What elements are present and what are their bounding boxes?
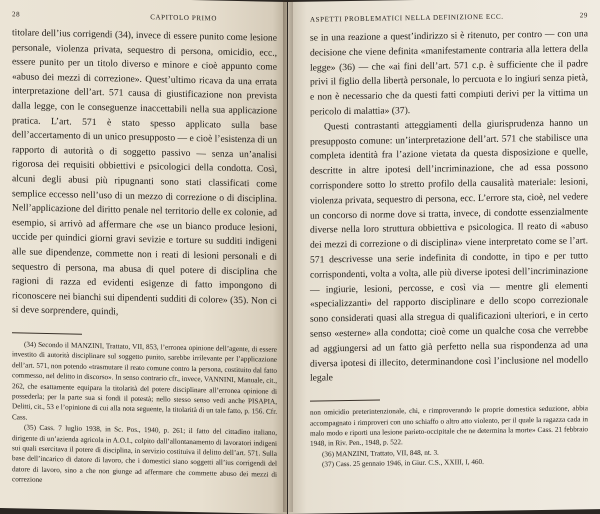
footnote-divider (310, 400, 380, 402)
left-page-number: 28 (12, 10, 21, 19)
left-footnotes (12, 339, 277, 490)
footnote-35-continued: non omicidio preterintenzionale, chi, e rimproverando le proprie domestica seduzione, abbia accompagnato i rimproveri con uno schiaffo o altro atto violento, per il quale la ragazza cada in malo modo e riporti una lesione parieto-occipitale che ne determina la morte» Cass. 21 febbraio 1948, in Riv. Pen., 1948, p. 522. (310, 404, 588, 448)
right-page-number: 29 (579, 11, 588, 20)
book-gutter (283, 0, 293, 512)
footnote-37: (37) Cass. 25 gennaio 1946, in Giur. C.S., XXIII, I, 460. (322, 458, 484, 469)
right-body-paragraph-2: Questi contrastanti atteggiamenti della giurisprudenza hanno un presupposto comune: un’interpretazione dell’art. 571 che stabilisce una completa identità fra l’azione vietata da questa disposizione e quelle, descritte in altre ipotesi dell’incriminazione, che ad essa possono corrispondere sotto lo stretto profilo della causalità materiale: lesioni, violenza privata, sequestro di persona, ecc. L’errore sta, cioè, nel vedere un concorso di norme dove si tratta, invece, di condotte essenzialmente diverse nella loro struttura obbiettiva e psicologica. Il reato di «abuso dei mezzi di correzione o di disciplina» viene interpretato come se l’art. 571 descrivesse una serie indefinita di condotte, in tipo e per tutto corrispondenti, volta a volta, alle più diverse ipotesi dell’incriminazione — ingiurie, lesioni, percosse, e così via — mentre gli elementi «specializzanti» del rapporto disciplinare e dello scopo correzionale sono considerati quasi alla stregua di qualificazioni ulteriori, e in certo senso «esterne» alla condotta; cioè come un qualche cosa che verrebbe ad aggiungersi ad un fatto già perfetto nella sua rispondenza ad una diversa ipotesi di illecito, determinandone così l’inclusione nel modello legale (310, 117, 588, 384)
right-page (288, 0, 600, 514)
left-page (0, 0, 287, 514)
left-running-head (12, 10, 277, 24)
right-running-head (310, 11, 588, 23)
right-section-title: ASPETTI PROBLEMATICI NELLA DEFINIZIONE ECC. (310, 12, 504, 24)
left-body-paragraph: titolare dell’ius corrigendi (34), invece di essere punito come lesione personale, violenza privata, sequestro di persona, omicidio, ecc., essere punito per un titolo diverso e minore e cioè appunto come «abuso dei mezzi di correzione». Quest’ultimo ricava da una errata interpretazione dell’art. 571 causa di giustificazione non prevista dalla legge, con le conseguenze inaccettabili nella sua applicazione pratica. L’art. 571 è stato spesso applicato sulla base dell’accertamento di un unico presupposto — e cioè l’esistenza di un rapporto di autorità o di soggetto passivo — senza un’analisi rigorosa dei requisiti obbiettivi e psicologici della condotta. Così, alcuni degli abusi più ripugnanti sono stati classificati come semplice eccesso nell’uso di un mezzo di correzione o di disciplina. Nell’applicazione del diritto penale nel territorio delle ex colonie, ad esempio, si arrivò ad affermare che «se un bianco produce lesioni, uccide per quindici giorni gravi sevizie e torture su sudditi indigeni alle sue dipendenze, commette non i reati di lesioni personali e di sequestro di persona, ma abusa di quel potere di disciplina che ragioni di razza ed evidenti esigenze di fatto impongono di riconoscere nei bianchi sui dipendenti sudditi di colore» (35). Non ci si deve sorprendere, quindi, (12, 27, 277, 318)
footnote-divider (12, 332, 82, 334)
right-body-text (310, 27, 588, 386)
right-body-paragraph-1: se in una reazione a quest’indirizzo si è ritenuto, per contro — con una decisione che viene definita «manifestamente contraria alla lettera della legge» (36) — che «ai fini dell’art. 571 c.p. è sufficiente che il padre privi il figlio della libertà personale, lo percuota e lo ingiuri senza pietà, e non è necessario che da questi fatti compiuti derivi per la vittima un pericolo di malattia» (37). (310, 28, 588, 118)
footnote-34: (34) Secondo il MANZINI, Trattato, VII, 853, l’erronea opinione dell’agente, di essere investito di autorità disciplinare sul soggetto punito, sarebbe irrilevante per l’applicazione dell’art. 571, non potendo «trasmutare il reato comune contro la persona, costituito dal fatto commesso, nel delitto in discorso». In senso contrario cfr., invece, VANNINI, Manuale, cit., 262, che esattamente equipara la titolarità del potere disciplinare all’erronea opinione di possederla; per la parte sua si fondi il potestà; nello stesso senso vedi anche PISAPIA, Delitti, cit., 53 e l’opinione di cui alla nota seguente, la titolarità di un tale fatto, p. 156. Cfr. Cass. (12, 340, 277, 422)
left-chapter-title: CAPITOLO PRIMO (150, 13, 217, 23)
left-body-text (12, 26, 277, 323)
footnote-35: (35) Cass. 7 luglio 1938, in Sc. Pos., 1940, p. 261; il fatto del cittadino italiano, dirigente di un’azienda agricola in A.O.I., colpito dall’allontanamento di lavoratori indigeni sui quali esercitava il potere di disciplina, in servizio costituiva il delitto dell’art. 571. Sulla base dell’incarico di datore di lavoro, che i domestici siano soggetti all’ius corrigendi del datore di lavoro, sino a che non giunge ad affermare che commette abuso dei mezzi di correzione (12, 423, 277, 485)
footnote-36: (36) MANZINI, Trattato, VII, 848, nt. 3. (322, 448, 439, 459)
right-footnotes (310, 403, 588, 470)
